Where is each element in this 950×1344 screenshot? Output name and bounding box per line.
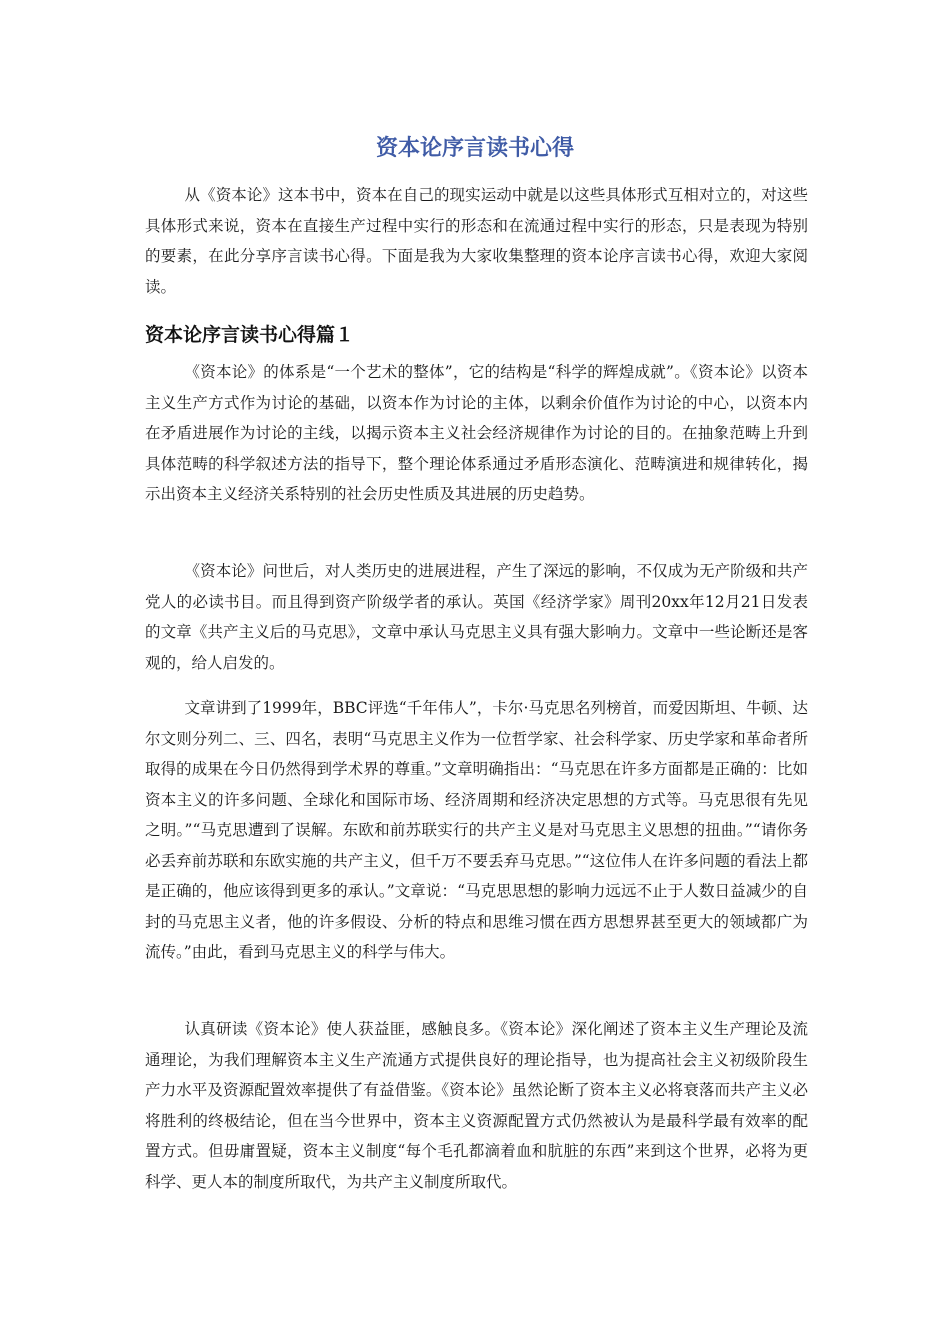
body-paragraph: 《资本论》的体系是“一个艺术的整体”，它的结构是“科学的辉煌成就”。《资本论》以资本主义生产方式作为讨论的基础，以资本作为讨论的主体，以剩余价值作为讨论的中心，以资本内在矛盾进展作为讨论的主线，以揭示资本主义社会经济规律作为讨论的目的。在抽象范畴上升到具体范畴的科学叙述方法的指导下，整个理论体系通过矛盾形态演化、范畴演进和规律转化，揭示出资本主义经济关系特别的社会历史性质及其进展的历史趋势。 <box>145 363 808 503</box>
body-paragraph: 《资本论》问世后，对人类历史的进展进程，产生了深远的影响，不仅成为无产阶级和共产党人的必读书目。而且得到资产阶级学者的承认。英国《经济学家》周刊20xx年12月21日发表的文章《共产主义后的马克思》，文章中承认马克思主义具有强大影响力。文章中一些论断还是客观的，给人启发的。 <box>145 562 808 672</box>
body-paragraph: 认真研读《资本论》使人获益匪，感触良多。《资本论》深化阐述了资本主义生产理论及流通理论，为我们理解资本主义生产流通方式提供良好的理论指导，也为提高社会主义初级阶段生产力水平及资源配置效率提供了有益借鉴。《资本论》虽然论断了资本主义必将衰落而共产主义必将胜利的终极结论，但在当今世界中，资本主义资源配置方式仍然被认为是最科学最有效率的配置方式。但毋庸置疑，资本主义制度“每个毛孔都滴着血和肮脏的东西”来到这个世界，必将为更科学、更人本的制度所取代，为共产主义制度所取代。 <box>145 1020 808 1191</box>
document-title: 资本论序言读书心得 <box>375 136 574 161</box>
body-paragraph: 文章讲到了1999年，BBC评选“千年伟人”，卡尔·马克思名列榜首，而爱因斯坦、牛顿、达尔文则分列二、三、四名，表明“马克思主义作为一位哲学家、社会科学家、历史学家和革命者所取得的成果在今日仍然得到学术界的尊重。”文章明确指出：“马克思在许多方面都是正确的：比如资本主义的许多问题、全球化和国际市场、经济周期和经济决定思想的方式等。马克思很有先见之明。”“马克思遭到了误解。东欧和前苏联实行的共产主义是对马克思主义思想的扭曲。”“请你务必丢弃前苏联和东欧实施的共产主义，但千万不要丢弃马克思。”“这位伟人在许多问题的看法上都是正确的，他应该得到更多的承认。”文章说：“马克思思想的影响力远远不止于人数日益减少的自封的马克思主义者，他的许多假设、分析的特点和思维习惯在西方思想界甚至更大的领域都广为流传。”由此，看到马克思主义的科学与伟大。 <box>145 699 808 961</box>
intro-paragraph: 从《资本论》这本书中，资本在自己的现实运动中就是以这些具体形式互相对立的，对这些具体形式来说，资本在直接生产过程中实行的形态和在流通过程中实行的形态，只是表现为特别的要素，在此分享序言读书心得。下面是我为大家收集整理的资本论序言读书心得，欢迎大家阅读。 <box>145 186 808 296</box>
section-heading: 资本论序言读书心得篇１ <box>145 324 355 346</box>
